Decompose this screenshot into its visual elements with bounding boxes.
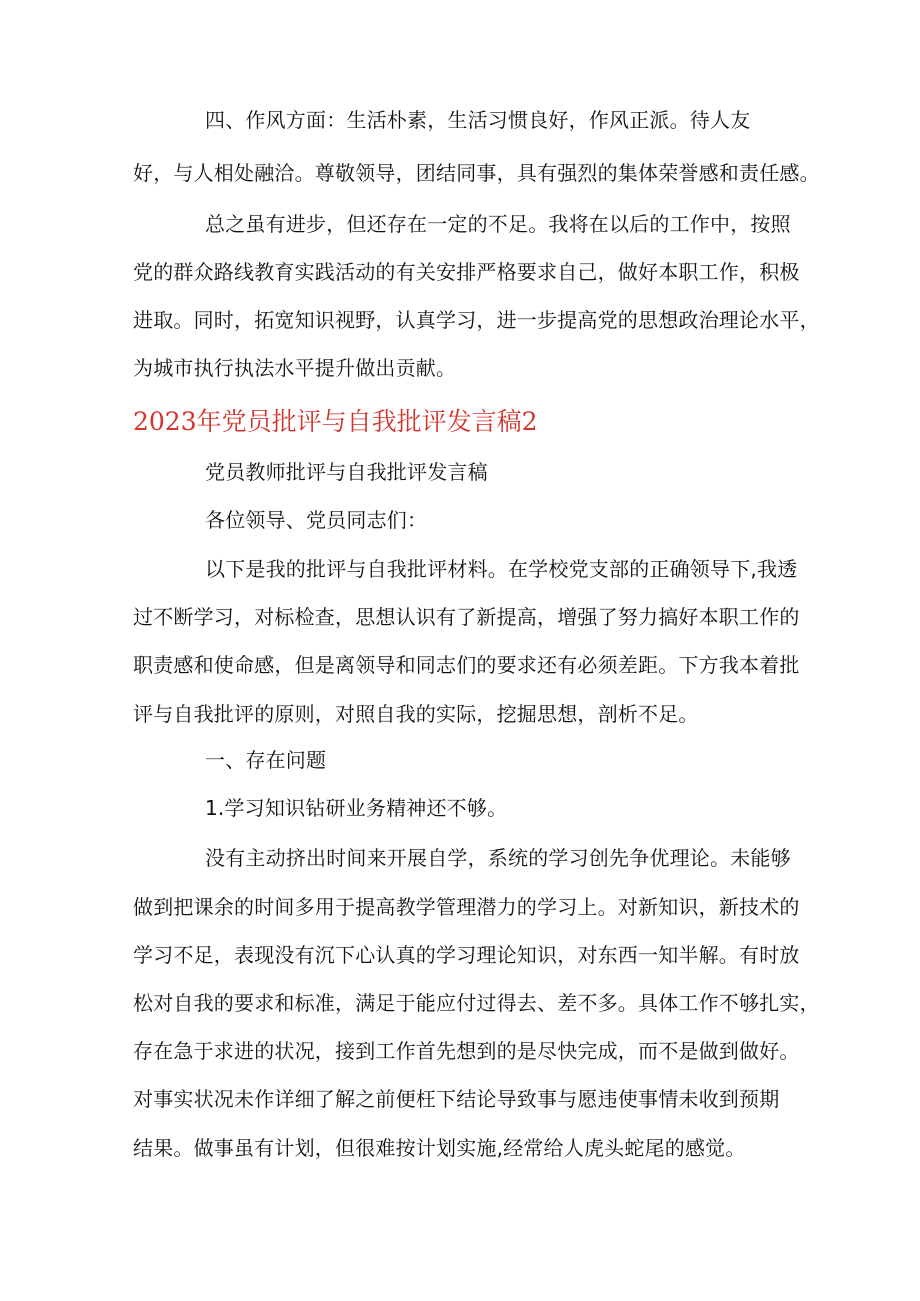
paragraph-line: 评与自我批评的原则，对照自我的实际，挖掘思想，剖析不足。 <box>133 702 699 726</box>
paragraph-line: 做到把课余的时间多用于提高教学管理潜力的学习上。对新知识，新技术的 <box>133 895 800 919</box>
item-title: 1.学习知识钻研业务精神还不够。 <box>205 796 508 820</box>
paragraph-line: 总之虽有进步，但还存在一定的不足。我将在以后的工作中，按照 <box>205 212 791 236</box>
paragraph-line: 职责感和使命感，但是离领导和同志们的要求还有必须差距。下方我本着批 <box>133 653 800 677</box>
paragraph-line: 学习不足，表现没有沉下心认真的学习理论知识，对东西一知半解。有时放 <box>133 943 800 967</box>
paragraph-line: 党的群众路线教育实践活动的有关安排严格要求自己，做好本职工作，积极 <box>133 260 800 284</box>
section-heading: 2023年党员批评与自我批评发言稿2 <box>133 407 538 436</box>
paragraph-line: 为城市执行执法水平提升做出贡献。 <box>133 356 457 380</box>
paragraph-line: 存在急于求进的状况，接到工作首先想到的是尽快完成，而不是做到做好。 <box>133 1039 800 1063</box>
paragraph-line: 没有主动挤出时间来开展自学，系统的学习创先争优理论。未能够 <box>205 846 791 870</box>
paragraph-line: 对事实状况未作详细了解之前便枉下结论导致事与愿违使事情未收到预期 <box>133 1087 780 1111</box>
salutation: 各位领导、党员同志们： <box>205 508 428 532</box>
paragraph-line: 结果。做事虽有计划，但很难按计划实施,经常给人虎头蛇尾的感觉。 <box>133 1136 746 1160</box>
document-subtitle: 党员教师批评与自我批评发言稿 <box>205 460 488 484</box>
paragraph-line: 好，与人相处融洽。尊敬领导，团结同事，具有强烈的集体荣誉感和责任感。 <box>133 161 820 185</box>
paragraph-line: 松对自我的要求和标准，满足于能应付过得去、差不多。具体工作不够扎实， <box>133 991 820 1015</box>
section-title: 一、存在问题 <box>205 748 327 772</box>
paragraph-line: 以下是我的批评与自我批评材料。在学校党支部的正确领导下,我透 <box>205 557 798 581</box>
paragraph-line: 进取。同时，拓宽知识视野，认真学习，进一步提高党的思想政治理论水平， <box>133 308 820 332</box>
paragraph-line: 过不断学习，对标检查，思想认识有了新提高，增强了努力搞好本职工作的 <box>133 605 800 629</box>
paragraph-line: 四、作风方面：生活朴素，生活习惯良好，作风正派。待人友 <box>205 108 751 132</box>
